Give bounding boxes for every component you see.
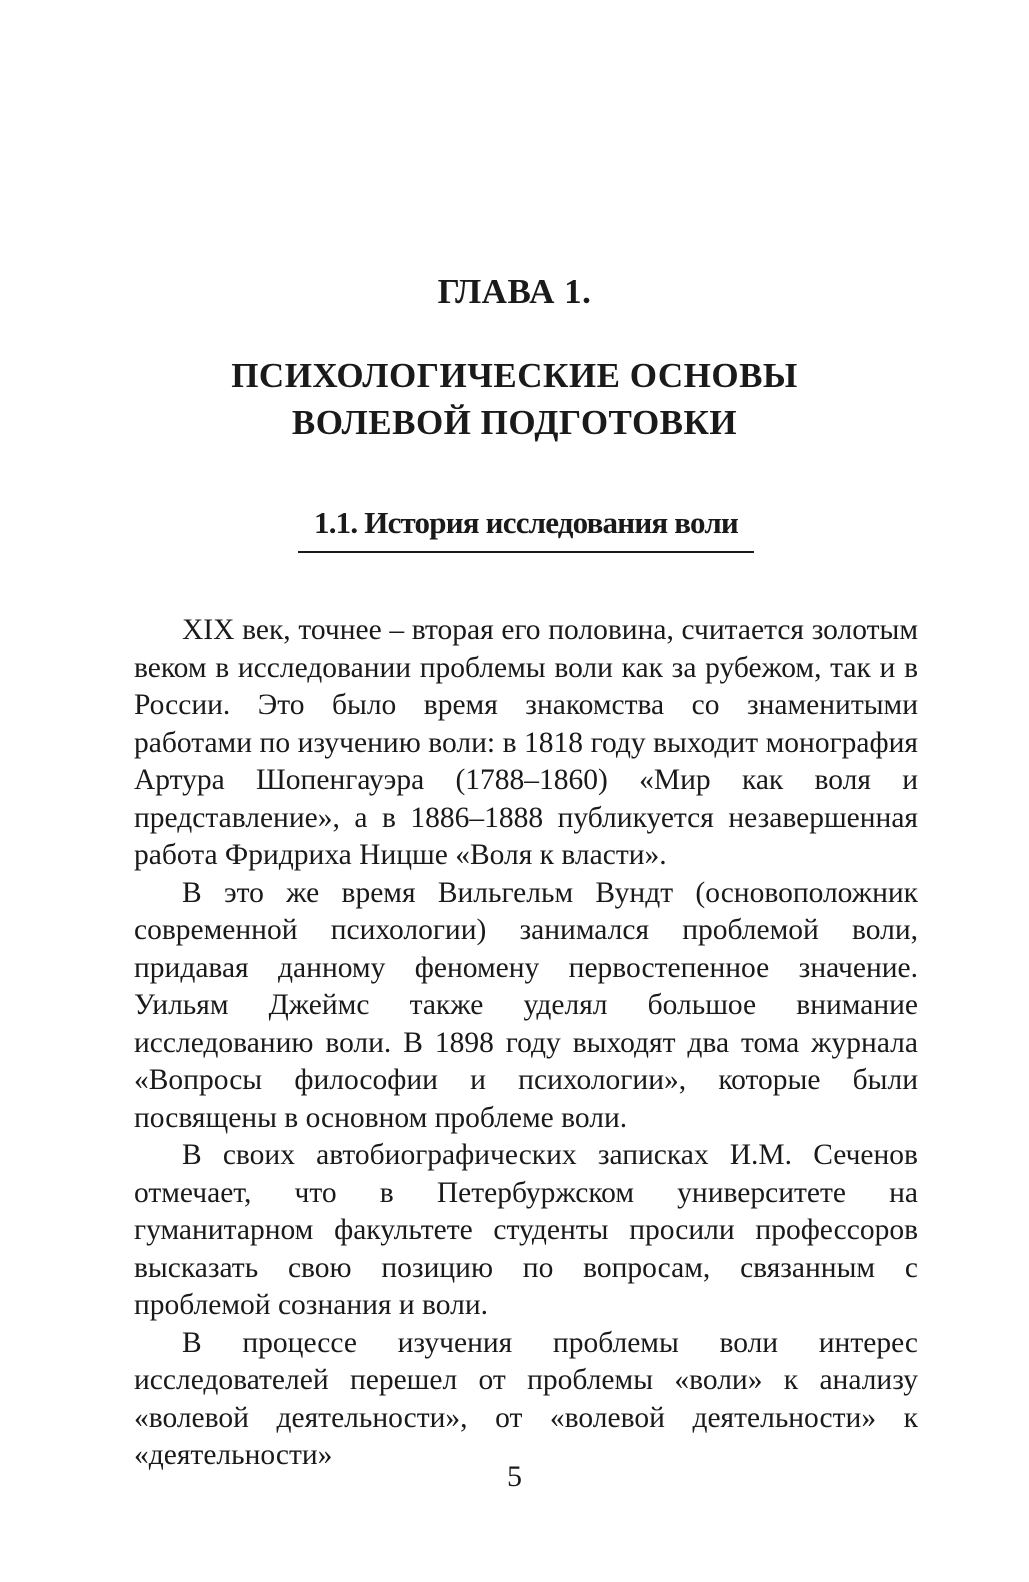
section-heading: 1.1. История исследования воли: [298, 505, 754, 553]
paragraph-4: В процессе изучения проблемы воли интерес исследователей перешел от проблемы «воли» к анализу «волевой деятельности», от «волевой деятельности» к «деятельности»: [134, 1326, 918, 1471]
body-text: [134, 612, 918, 1475]
chapter-title: [0, 352, 1029, 446]
paragraph-3: В своих автобиографических записках И.М. Сеченов отмечает, что в Петербуржском университете на гуманитарном факультете студенты просили профессоров высказать свою позицию по вопросам, связанным с проблемой сознания и воли.: [134, 1139, 918, 1321]
paragraph-2: В это же время Вильгельм Вундт (основоположник современной психологии) занимался проблемой воли, придавая данному феномену первостепенное значение. Уильям Джеймс также уделял большое внимание исследованию воли. В 1898 году выходят два тома журнала «Вопросы философии и психологии», которые были посвящены в основном проблеме воли.: [134, 876, 918, 1134]
chapter-title-line-1: ПСИХОЛОГИЧЕСКИЕ ОСНОВЫ: [231, 356, 798, 395]
paragraph-1: XIX век, точнее – вторая его половина, считается золотым веком в исследовании проблемы воли как за рубежом, так и в России. Это было время знакомства со знаменитыми работами по изучению воли: в 1818 году выходит монография Артура Шопенгауэра (1788–1860) «Мир как воля и представление», а в 1886–1888 публикуется незавершенная работа Фридриха Ницше «Воля к власти».: [134, 614, 918, 871]
chapter-label: ГЛАВА 1.: [437, 272, 592, 311]
page-number: 5: [507, 1460, 522, 1493]
chapter-title-line-2: ВОЛЕВОЙ ПОДГОТОВКИ: [291, 403, 738, 442]
